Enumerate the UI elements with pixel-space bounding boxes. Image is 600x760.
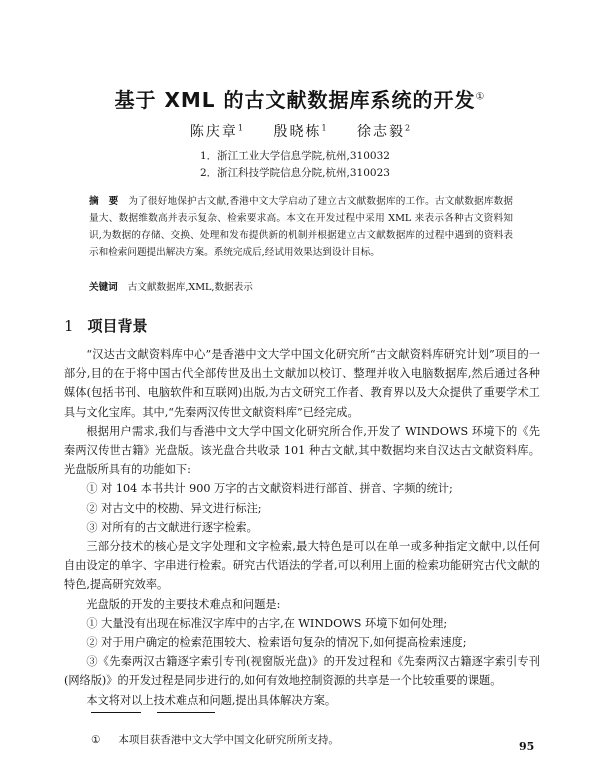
- list-item: ③《先秦两汉古籍逐字索引专刊(视窗版光盘)》的开发过程和《先秦两汉古籍逐字索引专刊(网络版)》的开发过程是同步进行的,如何有效地控制资源的共享是一个比较重要的课题。: [64, 655, 540, 688]
- title-text: 基于 XML 的古文献数据库系统的开发: [114, 88, 476, 112]
- abstract: [89, 193, 513, 261]
- paragraph: 根据用户需求,我们与香港中文大学中国文化研究所合作,开发了 WINDOWS 环境下的《先秦两汉传世古籍》光盘版。该光盘合共收录 101 种古文献,其中数据均来自汉达古文献资料库。光盘版所具有的功能如下:: [64, 424, 540, 477]
- keywords-text: 古文献数据库,XML,数据表示: [127, 282, 253, 293]
- list-item: ② 对古文中的校勘、异文进行标注;: [86, 501, 262, 515]
- paragraph: 光盘版的开发的主要技术难点和问题是:: [86, 597, 281, 611]
- section-title: 项目背景: [87, 317, 148, 335]
- section-heading: [64, 315, 148, 336]
- paragraph: “汉达古文献资料库中心”是香港中文大学中国文化研究所“古文献资料库研究计划”项目的一部分,目的在于将中国古代全部传世及出土文献加以校订、整理并收入电脑数据库,然后通过各种媒体(包括书刊、电脑软件和互联网)出版,为古文研究工作者、教育界以及大众提供了重要学术工具与文化宝库。其中,“先秦两汉传世文献资料库”已经完成。: [64, 348, 540, 419]
- list-item: ① 大量没有出现在标准汉字库中的古字,在 WINDOWS 环境下如何处理;: [86, 616, 448, 630]
- footnote-divider: [91, 712, 141, 713]
- paragraph: 本文将对以上技术难点和问题,提出具体解决方案。: [86, 693, 337, 707]
- paper-title: [0, 84, 600, 113]
- affiliation: 2．浙江科技学院信息分院,杭州,310023: [200, 167, 390, 179]
- list-item: ① 对 104 本书共计 900 万字的古文献资料进行部首、拼音、字频的统计;: [86, 482, 453, 496]
- page-number: 95: [519, 740, 535, 753]
- keywords: [89, 279, 519, 293]
- keywords-label: 关键词: [89, 282, 118, 293]
- section-number: 1: [64, 317, 74, 335]
- list-item: ③ 对所有的古文献进行逐字检索。: [86, 520, 258, 534]
- author: 陈庆章$^1$: [189, 123, 243, 140]
- paragraph: 三部分技术的核心是文字处理和文字检索,最大特色是可以在单一或多种指定文献中,以任何自由设定的单字、字串进行检索。研究古代语法的学者,可以利用上面的检索功能研究古代文献的特色,提高研究效率。: [64, 540, 540, 592]
- abstract-label: 摘 要: [89, 196, 119, 207]
- footnote-text: 本项目获香港中文大学中国文化研究所所支持。: [118, 734, 339, 746]
- body-text: [64, 345, 540, 710]
- footnote-divider: [157, 712, 215, 713]
- author: 殷晓栋$^1$: [273, 123, 327, 140]
- author-list: [0, 121, 600, 141]
- footnote: [91, 732, 339, 747]
- footnote-mark: ①: [91, 734, 101, 746]
- list-item: ② 对于用户确定的检索范围较大、检索语句复杂的情况下,如何提高检索速度;: [86, 636, 467, 650]
- abstract-text: 为了很好地保护古文献,香港中文大学启动了建立古文献数据库的工作。古文献数据库数据量大、数据维数高并表示复杂、检索要求高。本文在开发过程中采用 XML 来表示各种古文资料知识,为数据的存储、交换、处理和发布提供新的机制并根据建立古文献数据库的过程中遇到的资料表示和检索问题提出解决方案。系统完成后,经试用效果达到设计目标。: [89, 196, 513, 258]
- author: 徐志毅$^2$: [357, 123, 411, 140]
- title-footnote-mark: ①: [475, 91, 486, 103]
- affiliation: 1．浙江工业大学信息学院,杭州,310032: [200, 150, 390, 162]
